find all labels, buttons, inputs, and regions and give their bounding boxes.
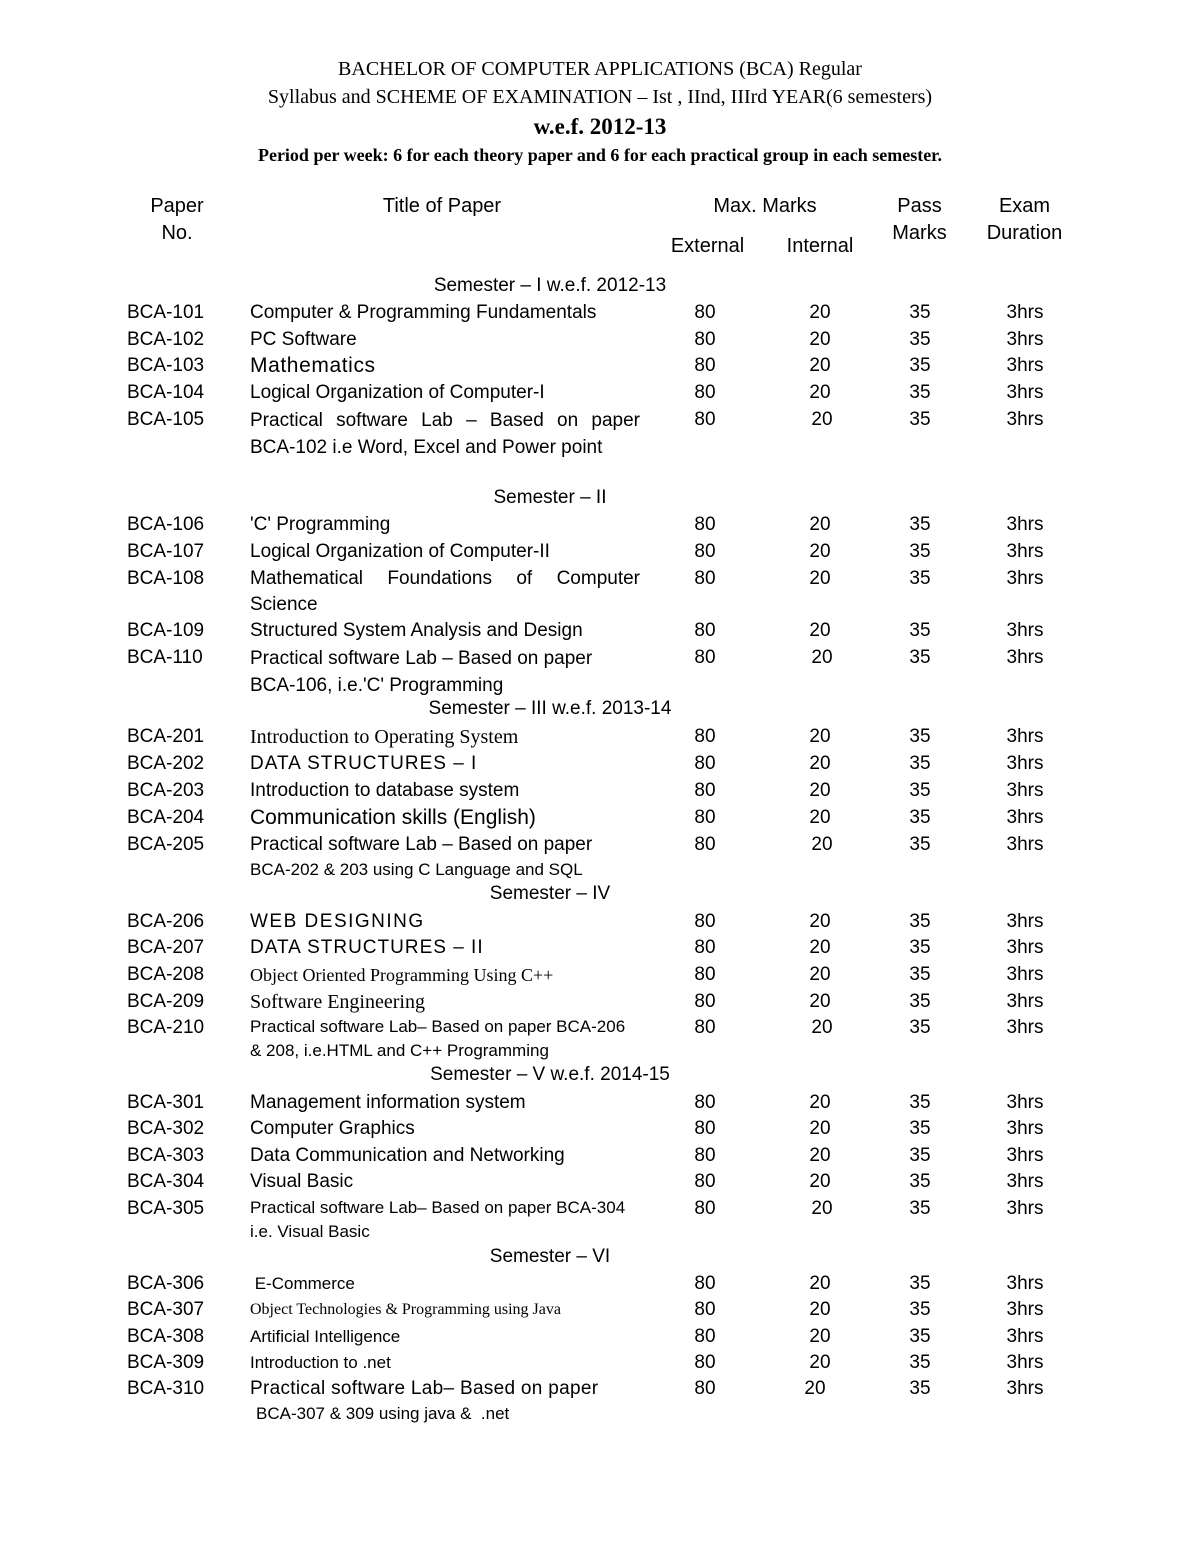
pass-marks: 35 bbox=[909, 1017, 931, 1038]
col-marks-label: Marks bbox=[892, 222, 947, 244]
col-exam-label: Exam bbox=[998, 195, 1051, 217]
paper-title: Visual Basic bbox=[250, 1171, 354, 1192]
external-marks: 80 bbox=[694, 807, 716, 828]
external-marks: 80 bbox=[694, 1017, 716, 1038]
exam-duration: 3hrs bbox=[1006, 1017, 1044, 1038]
internal-marks: 20 bbox=[809, 1092, 831, 1113]
semester-1-heading: Semester – I w.e.f. 2012-13 bbox=[433, 275, 667, 296]
document-title: BACHELOR OF COMPUTER APPLICATIONS (BCA) Regular bbox=[338, 58, 862, 80]
paper-no: BCA-102 bbox=[127, 329, 205, 350]
internal-marks: 20 bbox=[809, 1352, 831, 1373]
paper-no: BCA-110 bbox=[127, 647, 203, 668]
exam-duration: 3hrs bbox=[1006, 1092, 1044, 1113]
paper-no: BCA-101 bbox=[127, 302, 205, 323]
paper-no: BCA-305 bbox=[127, 1198, 205, 1219]
internal-marks: 20 bbox=[809, 991, 831, 1012]
table-row bbox=[0, 1324, 1200, 1350]
paper-no: BCA-301 bbox=[127, 1092, 205, 1113]
paper-title: Data Communication and Networking bbox=[250, 1145, 565, 1166]
table-row bbox=[0, 1116, 1200, 1142]
exam-duration: 3hrs bbox=[1006, 1378, 1044, 1399]
external-marks: 80 bbox=[694, 1171, 716, 1192]
paper-title: Computer Graphics bbox=[250, 1118, 415, 1139]
exam-duration: 3hrs bbox=[1006, 964, 1044, 985]
paper-title: Software Engineering bbox=[250, 991, 425, 1013]
pass-marks: 35 bbox=[909, 780, 931, 801]
pass-marks: 35 bbox=[909, 541, 931, 562]
semester-2-heading: Semester – II bbox=[493, 487, 607, 508]
paper-no: BCA-204 bbox=[127, 807, 205, 828]
pass-marks: 35 bbox=[909, 1171, 931, 1192]
pass-marks: 35 bbox=[909, 991, 931, 1012]
semester-6-heading: Semester – VI bbox=[489, 1246, 611, 1267]
pass-marks: 35 bbox=[909, 568, 931, 589]
paper-title-continued: BCA-202 & 203 using C Language and SQL bbox=[250, 860, 583, 879]
paper-title: Logical Organization of Computer-II bbox=[250, 541, 550, 562]
external-marks: 80 bbox=[694, 911, 716, 932]
paper-no: BCA-202 bbox=[127, 753, 205, 774]
table-row bbox=[0, 1271, 1200, 1297]
table-row bbox=[0, 962, 1200, 988]
internal-marks: 20 bbox=[811, 834, 833, 855]
paper-no: BCA-209 bbox=[127, 991, 205, 1012]
internal-marks: 20 bbox=[809, 807, 831, 828]
table-row bbox=[0, 353, 1200, 379]
exam-duration: 3hrs bbox=[1006, 329, 1044, 350]
paper-no: BCA-210 bbox=[127, 1017, 205, 1038]
internal-marks: 20 bbox=[809, 302, 831, 323]
paper-title: 'C' Programming bbox=[250, 514, 391, 535]
semester-4-heading: Semester – IV bbox=[489, 883, 611, 904]
internal-marks: 20 bbox=[809, 1118, 831, 1139]
paper-title-block bbox=[250, 1376, 640, 1426]
paper-title: Mathematics bbox=[250, 354, 376, 377]
paper-no: BCA-201 bbox=[127, 726, 205, 747]
table-row bbox=[0, 539, 1200, 565]
pass-marks: 35 bbox=[909, 834, 931, 855]
paper-no: BCA-304 bbox=[127, 1171, 205, 1192]
internal-marks: 20 bbox=[811, 1017, 833, 1038]
external-marks: 80 bbox=[694, 1299, 716, 1320]
exam-duration: 3hrs bbox=[1006, 382, 1044, 403]
external-marks: 80 bbox=[694, 1326, 716, 1347]
table-row bbox=[0, 1297, 1200, 1323]
internal-marks: 20 bbox=[809, 780, 831, 801]
exam-duration: 3hrs bbox=[1006, 620, 1044, 641]
pass-marks: 35 bbox=[909, 726, 931, 747]
pass-marks: 35 bbox=[909, 647, 931, 668]
paper-title: DATA STRUCTURES – I bbox=[250, 753, 478, 774]
exam-duration: 3hrs bbox=[1006, 780, 1044, 801]
table-row bbox=[0, 1143, 1200, 1169]
col-internal-label: Internal bbox=[786, 235, 854, 257]
external-marks: 80 bbox=[694, 1145, 716, 1166]
external-marks: 80 bbox=[694, 1352, 716, 1373]
pass-marks: 35 bbox=[909, 302, 931, 323]
exam-duration: 3hrs bbox=[1006, 541, 1044, 562]
paper-no: BCA-208 bbox=[127, 964, 205, 985]
pass-marks: 35 bbox=[909, 1092, 931, 1113]
table-row bbox=[0, 618, 1200, 644]
pass-marks: 35 bbox=[909, 514, 931, 535]
external-marks: 80 bbox=[694, 753, 716, 774]
paper-no: BCA-108 bbox=[127, 568, 205, 589]
internal-marks: 20 bbox=[809, 1171, 831, 1192]
paper-title: Practical software Lab– Based on paper BCA-304 i.e. Visual Basic bbox=[250, 1198, 626, 1241]
pass-marks: 35 bbox=[909, 1326, 931, 1347]
paper-no: BCA-303 bbox=[127, 1145, 205, 1166]
pass-marks: 35 bbox=[909, 355, 931, 376]
semester-3-heading: Semester – III w.e.f. 2013-14 bbox=[428, 698, 672, 719]
paper-title: Practical software Lab– Based on paper bbox=[250, 1378, 599, 1399]
col-pass-label: Pass bbox=[897, 195, 942, 217]
internal-marks: 20 bbox=[809, 1326, 831, 1347]
paper-title: Practical software Lab– Based on paper BCA-206 & 208, i.e.HTML and C++ Programming bbox=[250, 1017, 626, 1060]
col-paper-no-label: No. bbox=[161, 222, 193, 244]
col-max-marks-label: Max. Marks bbox=[713, 195, 817, 217]
table-row bbox=[0, 566, 1200, 615]
pass-marks: 35 bbox=[909, 329, 931, 350]
internal-marks: 20 bbox=[809, 382, 831, 403]
table-row bbox=[0, 805, 1200, 831]
col-external-label: External bbox=[670, 235, 745, 257]
internal-marks: 20 bbox=[811, 647, 833, 668]
exam-duration: 3hrs bbox=[1006, 1118, 1044, 1139]
internal-marks: 20 bbox=[809, 753, 831, 774]
internal-marks: 20 bbox=[804, 1378, 826, 1399]
internal-marks: 20 bbox=[809, 726, 831, 747]
external-marks: 80 bbox=[694, 647, 716, 668]
paper-title: Introduction to database system bbox=[250, 780, 520, 801]
external-marks: 80 bbox=[694, 541, 716, 562]
paper-no: BCA-307 bbox=[127, 1299, 205, 1320]
exam-duration: 3hrs bbox=[1006, 1198, 1044, 1219]
exam-duration: 3hrs bbox=[1006, 568, 1044, 589]
paper-title: Artificial Intelligence bbox=[250, 1327, 401, 1346]
pass-marks: 35 bbox=[909, 1352, 931, 1373]
semester-5-heading: Semester – V w.e.f. 2014-15 bbox=[430, 1064, 670, 1085]
internal-marks: 20 bbox=[809, 1273, 831, 1294]
external-marks: 80 bbox=[694, 991, 716, 1012]
table-row bbox=[0, 1015, 1200, 1060]
paper-no: BCA-103 bbox=[127, 355, 205, 376]
external-marks: 80 bbox=[694, 329, 716, 350]
document-subtitle: Syllabus and SCHEME OF EXAMINATION – Ist , IInd, IIIrd YEAR(6 semesters) bbox=[267, 86, 933, 108]
internal-marks: 20 bbox=[809, 911, 831, 932]
external-marks: 80 bbox=[694, 726, 716, 747]
external-marks: 80 bbox=[694, 964, 716, 985]
paper-title: Object Technologies & Programming using Java bbox=[250, 1301, 561, 1318]
internal-marks: 20 bbox=[809, 541, 831, 562]
exam-duration: 3hrs bbox=[1006, 834, 1044, 855]
paper-title: DATA STRUCTURES – II bbox=[250, 937, 484, 958]
external-marks: 80 bbox=[694, 568, 716, 589]
pass-marks: 35 bbox=[909, 1145, 931, 1166]
external-marks: 80 bbox=[694, 514, 716, 535]
paper-title: PC Software bbox=[250, 329, 357, 350]
table-row bbox=[0, 909, 1200, 935]
paper-no: BCA-302 bbox=[127, 1118, 205, 1139]
internal-marks: 20 bbox=[809, 964, 831, 985]
pass-marks: 35 bbox=[909, 807, 931, 828]
table-row bbox=[0, 380, 1200, 406]
internal-marks: 20 bbox=[809, 329, 831, 350]
paper-title: Computer & Programming Fundamentals bbox=[250, 302, 597, 323]
internal-marks: 20 bbox=[809, 568, 831, 589]
exam-duration: 3hrs bbox=[1006, 647, 1044, 668]
table-row bbox=[0, 1169, 1200, 1195]
external-marks: 80 bbox=[694, 382, 716, 403]
pass-marks: 35 bbox=[909, 1378, 931, 1399]
internal-marks: 20 bbox=[809, 937, 831, 958]
pass-marks: 35 bbox=[909, 409, 931, 430]
paper-title: Introduction to Operating System bbox=[250, 726, 519, 748]
external-marks: 80 bbox=[694, 1118, 716, 1139]
pass-marks: 35 bbox=[909, 1198, 931, 1219]
paper-no: BCA-104 bbox=[127, 382, 205, 403]
period-note: Period per week: 6 for each theory paper and 6 for each practical group in each semester. bbox=[257, 145, 943, 165]
paper-no: BCA-203 bbox=[127, 780, 205, 801]
internal-marks: 20 bbox=[809, 514, 831, 535]
paper-title: WEB DESIGNING bbox=[250, 911, 425, 932]
table-row bbox=[0, 989, 1200, 1015]
external-marks: 80 bbox=[694, 834, 716, 855]
exam-duration: 3hrs bbox=[1006, 937, 1044, 958]
paper-title: Practical software Lab – Based on paper bbox=[250, 834, 593, 855]
internal-marks: 20 bbox=[809, 620, 831, 641]
external-marks: 80 bbox=[694, 1273, 716, 1294]
external-marks: 80 bbox=[694, 1378, 716, 1399]
exam-duration: 3hrs bbox=[1006, 409, 1044, 430]
exam-duration: 3hrs bbox=[1006, 1273, 1044, 1294]
table-row bbox=[0, 327, 1200, 353]
table-row bbox=[0, 645, 1200, 696]
paper-no: BCA-107 bbox=[127, 541, 205, 562]
table-row bbox=[0, 751, 1200, 777]
pass-marks: 35 bbox=[909, 1273, 931, 1294]
internal-marks: 20 bbox=[811, 1198, 833, 1219]
table-row bbox=[0, 935, 1200, 961]
table-row bbox=[0, 832, 1200, 879]
paper-title: Communication skills (English) bbox=[250, 806, 536, 829]
exam-duration: 3hrs bbox=[1006, 1352, 1044, 1373]
external-marks: 80 bbox=[694, 1198, 716, 1219]
paper-no: BCA-308 bbox=[127, 1326, 205, 1347]
paper-title: Structured System Analysis and Design bbox=[250, 620, 583, 641]
paper-title: Management information system bbox=[250, 1092, 526, 1113]
exam-duration: 3hrs bbox=[1006, 1299, 1044, 1320]
col-duration-label: Duration bbox=[986, 222, 1063, 244]
exam-duration: 3hrs bbox=[1006, 991, 1044, 1012]
table-row bbox=[0, 1350, 1200, 1376]
pass-marks: 35 bbox=[909, 753, 931, 774]
external-marks: 80 bbox=[694, 937, 716, 958]
paper-no: BCA-109 bbox=[127, 620, 205, 641]
paper-no: BCA-310 bbox=[127, 1378, 205, 1399]
exam-duration: 3hrs bbox=[1006, 1171, 1044, 1192]
table-row bbox=[0, 1376, 1200, 1423]
pass-marks: 35 bbox=[909, 937, 931, 958]
external-marks: 80 bbox=[694, 620, 716, 641]
exam-duration: 3hrs bbox=[1006, 807, 1044, 828]
table-row bbox=[0, 778, 1200, 804]
external-marks: 80 bbox=[694, 355, 716, 376]
external-marks: 80 bbox=[694, 302, 716, 323]
paper-no: BCA-206 bbox=[127, 911, 205, 932]
pass-marks: 35 bbox=[909, 1118, 931, 1139]
internal-marks: 20 bbox=[809, 1145, 831, 1166]
paper-title: Logical Organization of Computer-I bbox=[250, 382, 545, 403]
pass-marks: 35 bbox=[909, 964, 931, 985]
exam-duration: 3hrs bbox=[1006, 726, 1044, 747]
internal-marks: 20 bbox=[809, 355, 831, 376]
paper-title: E-Commerce bbox=[250, 1274, 355, 1293]
table-row bbox=[0, 724, 1200, 750]
paper-title: Practical software Lab – Based on paper BCA-106, i.e.'C' Programming bbox=[250, 648, 593, 696]
paper-no: BCA-207 bbox=[127, 937, 205, 958]
effective-year: w.e.f. 2012-13 bbox=[533, 114, 667, 139]
paper-no: BCA-306 bbox=[127, 1273, 205, 1294]
internal-marks: 20 bbox=[809, 1299, 831, 1320]
paper-no: BCA-106 bbox=[127, 514, 205, 535]
pass-marks: 35 bbox=[909, 911, 931, 932]
exam-duration: 3hrs bbox=[1006, 302, 1044, 323]
exam-duration: 3hrs bbox=[1006, 1326, 1044, 1347]
pass-marks: 35 bbox=[909, 620, 931, 641]
paper-title-continued: BCA-307 & 309 using java & .net bbox=[256, 1404, 510, 1423]
external-marks: 80 bbox=[694, 1092, 716, 1113]
table-row bbox=[0, 300, 1200, 326]
paper-title: Object Oriented Programming Using C++ bbox=[250, 965, 554, 985]
paper-no: BCA-105 bbox=[127, 409, 205, 430]
table-row bbox=[0, 1090, 1200, 1116]
external-marks: 80 bbox=[694, 780, 716, 801]
table-row bbox=[0, 407, 1200, 458]
exam-duration: 3hrs bbox=[1006, 355, 1044, 376]
paper-title: Practical software Lab – Based on paper BCA-102 i.e Word, Excel and Power point bbox=[250, 410, 640, 458]
paper-no: BCA-309 bbox=[127, 1352, 205, 1373]
internal-marks: 20 bbox=[811, 409, 833, 430]
col-paper-label: Paper bbox=[150, 195, 204, 217]
table-row bbox=[0, 512, 1200, 538]
exam-duration: 3hrs bbox=[1006, 911, 1044, 932]
paper-title: Mathematical Foundations of Computer Science bbox=[250, 568, 640, 615]
exam-duration: 3hrs bbox=[1006, 514, 1044, 535]
exam-duration: 3hrs bbox=[1006, 1145, 1044, 1166]
paper-title-block bbox=[250, 832, 640, 882]
pass-marks: 35 bbox=[909, 1299, 931, 1320]
table-row bbox=[0, 1196, 1200, 1241]
col-title-label: Title of Paper bbox=[382, 195, 502, 217]
external-marks: 80 bbox=[694, 409, 716, 430]
paper-title: Introduction to .net bbox=[250, 1353, 391, 1372]
paper-no: BCA-205 bbox=[127, 834, 205, 855]
exam-duration: 3hrs bbox=[1006, 753, 1044, 774]
pass-marks: 35 bbox=[909, 382, 931, 403]
